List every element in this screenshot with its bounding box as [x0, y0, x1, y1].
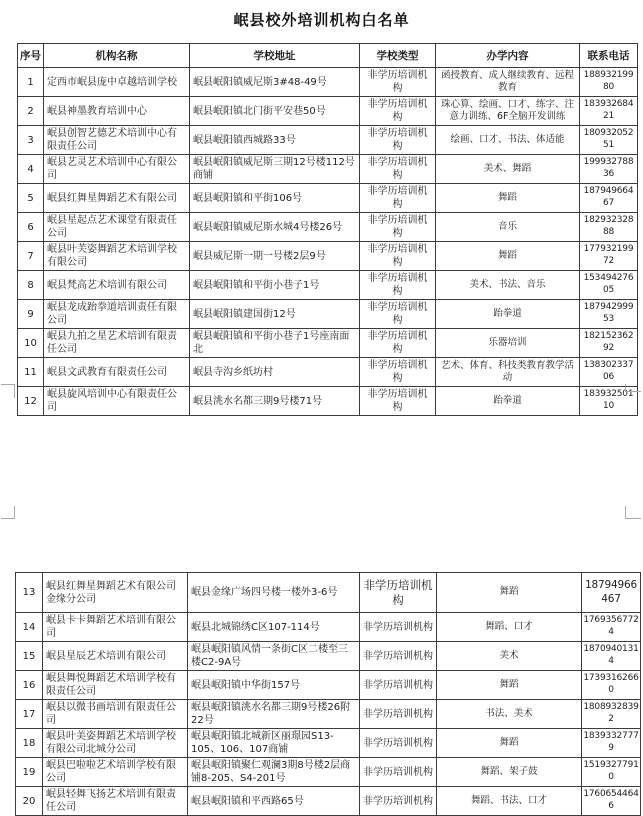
column-header: 学校类型 [360, 44, 436, 68]
school-address: 岷县岷阳镇和平街小巷子1号 [190, 271, 360, 300]
page-margin-mark [1, 384, 15, 398]
institution-name: 岷县以微书画培训有限责任公司 [43, 700, 188, 729]
school-type: 非学历培训机构 [360, 126, 436, 155]
page-margin-mark [625, 384, 641, 392]
school-address: 岷县金缘广场四号楼一楼外3-6号 [188, 573, 360, 613]
teaching-content: 美术、舞蹈 [436, 155, 580, 184]
institution-name: 岷县红舞星舞蹈艺术有限公司金缘分公司 [43, 573, 188, 613]
school-address: 岷县岷阳镇西城路33号 [190, 126, 360, 155]
school-type: 非学历培训机构 [360, 358, 436, 387]
contact-phone: 18393268421 [580, 97, 638, 126]
contact-phone: 18893219980 [580, 68, 638, 97]
teaching-content: 舞蹈、口才 [437, 613, 582, 642]
contact-phone: 15193277910 [582, 758, 641, 787]
row-number: 17 [16, 700, 43, 729]
contact-phone: 18393250110 [580, 387, 638, 416]
school-address: 岷县岷阳镇威尼斯水城4号楼26号 [190, 213, 360, 242]
school-type: 非学历培训机构 [360, 758, 437, 787]
teaching-content: 美术、书法、音乐 [436, 271, 580, 300]
contact-phone: 17793219972 [580, 242, 638, 271]
institution-name: 岷县叶美姿舞蹈艺术培训学校有限公司北城分公司 [43, 729, 188, 758]
teaching-content: 珠心算、绘画、口才、练字、注意力训练、6F全脑开发训练 [436, 97, 580, 126]
row-number: 15 [16, 642, 43, 671]
contact-phone: 19993278836 [580, 155, 638, 184]
contact-phone: 15349427605 [580, 271, 638, 300]
row-number: 3 [18, 126, 44, 155]
school-type: 非学历培训机构 [360, 787, 437, 816]
contact-phone: 18215236292 [580, 329, 638, 358]
contact-phone: 18293232888 [580, 213, 638, 242]
institution-name: 岷县龙成跆拳道培训责任有限公司 [44, 300, 190, 329]
table-row [16, 642, 641, 671]
teaching-content: 舞蹈、书法、口才 [437, 787, 582, 816]
teaching-content: 舞蹈、架子鼓 [437, 758, 582, 787]
school-type: 非学历培训机构 [360, 613, 437, 642]
table-row [16, 729, 641, 758]
contact-phone: 18709401314 [582, 642, 641, 671]
institution-name: 岷县轻舞飞扬艺术培训有限责任公司 [43, 787, 188, 816]
institution-name: 岷县巴啦啦艺术培训学校有限公司 [43, 758, 188, 787]
contact-phone: 18794299953 [580, 300, 638, 329]
institution-name: 岷县文武教育有限责任公司 [44, 358, 190, 387]
institution-name: 岷县叶芙姿舞蹈艺术培训学校有限公司 [44, 242, 190, 271]
school-type: 非学历培训机构 [360, 329, 436, 358]
teaching-content: 艺术、体育、科技类教育教学活动 [436, 358, 580, 387]
row-number: 1 [18, 68, 44, 97]
table-row [16, 758, 641, 787]
contact-phone: 18089328392 [582, 700, 641, 729]
school-address: 岷县寺沟乡纸坊村 [190, 358, 360, 387]
table-row [18, 387, 638, 416]
school-type: 非学历培训机构 [360, 729, 437, 758]
column-header: 序号 [18, 44, 44, 68]
school-type: 非学历培训机构 [360, 642, 437, 671]
school-address: 岷县岷阳镇北门街平安巷50号 [190, 97, 360, 126]
teaching-content: 舞蹈 [436, 242, 580, 271]
school-type: 非学历培训机构 [360, 271, 436, 300]
teaching-content: 音乐 [436, 213, 580, 242]
institution-name: 岷县红舞星舞蹈艺术有限公司 [44, 184, 190, 213]
contact-phone: 18794966467 [580, 184, 638, 213]
column-header: 联系电话 [580, 44, 638, 68]
table-row [18, 329, 638, 358]
whitelist-table-page-1 [17, 43, 638, 416]
teaching-content: 舞蹈 [436, 184, 580, 213]
row-number: 18 [16, 729, 43, 758]
teaching-content: 乐器培训 [436, 329, 580, 358]
table-header-row [18, 44, 638, 68]
row-number: 10 [18, 329, 44, 358]
row-number: 13 [16, 573, 43, 613]
institution-name: 岷县九拍之星艺术培训有限责任公司 [44, 329, 190, 358]
institution-name: 岷县星辰艺术培训有限公司 [43, 642, 188, 671]
school-address: 岷县岷阳镇威尼斯三期12号楼112号商铺 [190, 155, 360, 184]
table-row [18, 213, 638, 242]
row-number: 2 [18, 97, 44, 126]
row-number: 5 [18, 184, 44, 213]
table-row [18, 97, 638, 126]
page-margin-mark [625, 506, 641, 519]
teaching-content: 舞蹈 [437, 573, 582, 613]
school-address: 岷县岷阳镇和平西路65号 [188, 787, 360, 816]
school-type: 非学历培训机构 [360, 671, 437, 700]
table-row [16, 671, 641, 700]
table-row [18, 358, 638, 387]
table-row [16, 613, 641, 642]
table-row [18, 155, 638, 184]
page-break-gap [0, 416, 643, 572]
institution-name: 岷县神墨教育培训中心 [44, 97, 190, 126]
school-address: 岷县岷阳镇风情一条街C区二楼至三楼C2-9A号 [188, 642, 360, 671]
school-type: 非学历培训机构 [360, 97, 436, 126]
whitelist-table-page-2 [15, 572, 641, 816]
row-number: 12 [18, 387, 44, 416]
contact-phone: 17606544646 [582, 787, 641, 816]
teaching-content: 绘画、口才、书法、体适能 [436, 126, 580, 155]
teaching-content: 舞蹈 [437, 729, 582, 758]
row-number: 9 [18, 300, 44, 329]
column-header: 机构名称 [44, 44, 190, 68]
row-number: 19 [16, 758, 43, 787]
institution-name: 岷县星起点艺术课堂有限责任公司 [44, 213, 190, 242]
school-address: 岷县北城锦绣C区107-114号 [188, 613, 360, 642]
table-row [18, 68, 638, 97]
row-number: 8 [18, 271, 44, 300]
school-address: 岷县威尼斯一期一号楼2层9号 [190, 242, 360, 271]
institution-name: 岷县创智艺德艺术培训中心有限责任公司 [44, 126, 190, 155]
table-row [18, 242, 638, 271]
school-type: 非学历培训机构 [360, 184, 436, 213]
school-address: 岷县岷阳镇聚仁观澜3期8号楼2层商铺8-205、S4-201号 [188, 758, 360, 787]
institution-name: 岷县梵高艺术培训有限公司 [44, 271, 190, 300]
school-address: 岷县岷阳镇建国街12号 [190, 300, 360, 329]
table-row [18, 300, 638, 329]
school-address: 岷县岷阳镇洮水名都三期9号楼26附22号 [188, 700, 360, 729]
school-address: 岷县洮水名都三期9号楼71号 [190, 387, 360, 416]
school-address: 岷县岷阳镇中华街157号 [188, 671, 360, 700]
table-row [16, 573, 641, 613]
column-header: 办学内容 [436, 44, 580, 68]
contact-phone: 18093205251 [580, 126, 638, 155]
school-type: 非学历培训机构 [360, 300, 436, 329]
teaching-content: 跆拳道 [436, 387, 580, 416]
school-type: 非学历培训机构 [360, 213, 436, 242]
contact-phone: 18794966467 [582, 573, 641, 613]
contact-phone: 17393162660 [582, 671, 641, 700]
school-address: 岷县岷阳镇和平街106号 [190, 184, 360, 213]
column-header: 学校地址 [190, 44, 360, 68]
school-address: 岷县岷阳镇威尼斯3#48-49号 [190, 68, 360, 97]
row-number: 11 [18, 358, 44, 387]
table-row [16, 700, 641, 729]
school-type: 非学历培训机构 [360, 242, 436, 271]
institution-name: 岷县舞悦舞蹈艺术培训学校有限责任公司 [43, 671, 188, 700]
school-address: 岷县岷阳镇和平街小巷子1号座南面北 [190, 329, 360, 358]
row-number: 6 [18, 213, 44, 242]
school-address: 岷县岷阳镇北城新区丽璟园S13-105、106、107商铺 [188, 729, 360, 758]
contact-phone: 17693567724 [582, 613, 641, 642]
teaching-content: 舞蹈 [437, 671, 582, 700]
school-type: 非学历培训机构 [360, 387, 436, 416]
table-row [18, 126, 638, 155]
school-type: 非学历培训机构 [360, 68, 436, 97]
institution-name: 岷县卡卡舞蹈艺术培训有限公司 [43, 613, 188, 642]
institution-name: 岷县艺灵艺术培训中心有限公司 [44, 155, 190, 184]
row-number: 7 [18, 242, 44, 271]
contact-phone: 18393327779 [582, 729, 641, 758]
school-type: 非学历培训机构 [360, 573, 437, 613]
school-type: 非学历培训机构 [360, 700, 437, 729]
teaching-content: 跆拳道 [436, 300, 580, 329]
teaching-content: 书法、美术 [437, 700, 582, 729]
row-number: 14 [16, 613, 43, 642]
institution-name: 定西市岷县庞中卓越培训学校 [44, 68, 190, 97]
row-number: 4 [18, 155, 44, 184]
teaching-content: 函授教育、成人继续教育、远程教育 [436, 68, 580, 97]
row-number: 16 [16, 671, 43, 700]
contact-phone: 13830233706 [580, 358, 638, 387]
page-title: 岷县校外培训机构白名单 [233, 11, 410, 29]
table-row [16, 787, 641, 816]
row-number: 20 [16, 787, 43, 816]
table-row [18, 184, 638, 213]
teaching-content: 美术 [437, 642, 582, 671]
institution-name: 岷县旋风培训中心有限责任公司 [44, 387, 190, 416]
school-type: 非学历培训机构 [360, 155, 436, 184]
page-margin-mark [1, 506, 15, 519]
table-row [18, 271, 638, 300]
